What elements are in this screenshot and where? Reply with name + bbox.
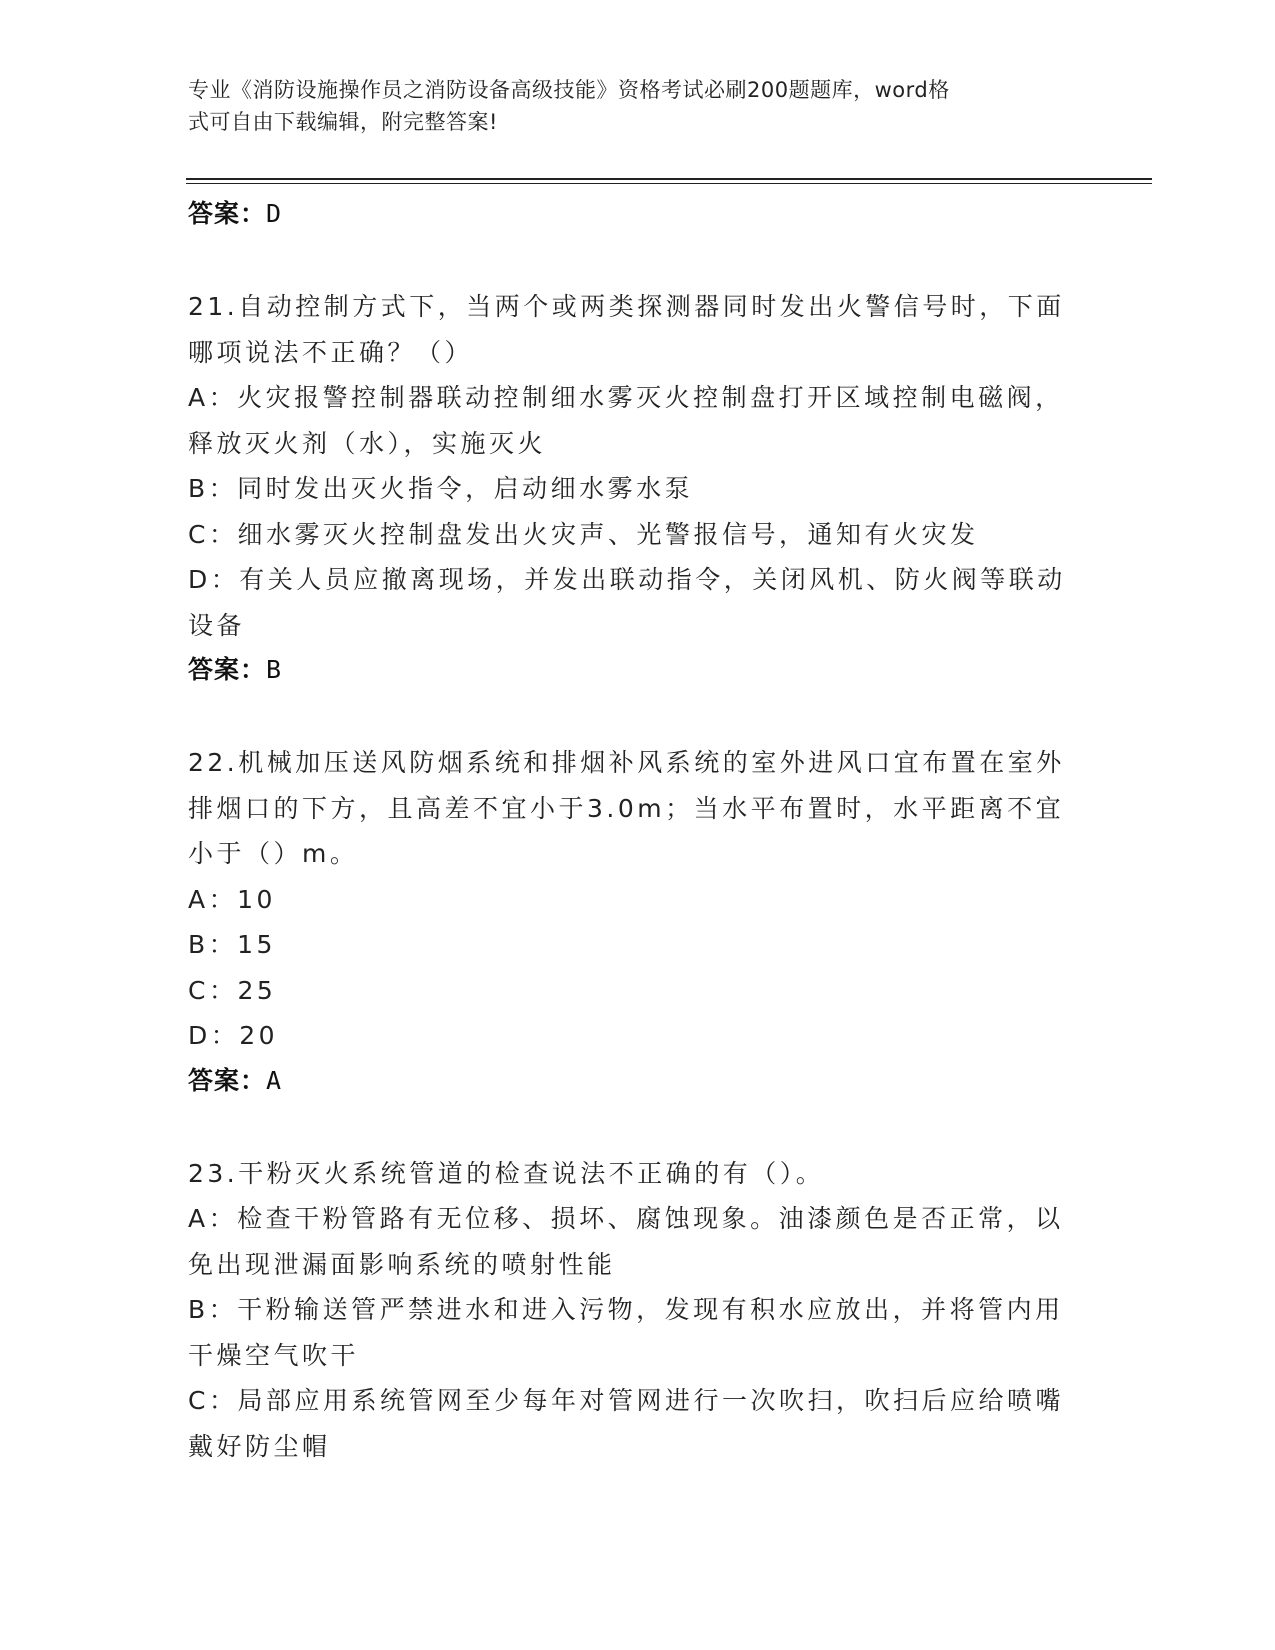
question-22 [188, 740, 1078, 1103]
option-a: A：火灾报警控制器联动控制细水雾灭火控制盘打开区域控制电磁阀， [188, 383, 1064, 412]
document-body [188, 192, 1078, 1469]
answer-label: 答案： [188, 655, 267, 684]
option-c: C：25 [188, 975, 277, 1005]
option-a-cont: 免出现泄漏面影响系统的喷射性能 [188, 1249, 616, 1279]
option-a: A：10 [188, 884, 276, 914]
answer-value: D [266, 199, 283, 228]
answer-label: 答案： [188, 1065, 267, 1095]
question-stem-line: 排烟口的下方，且高差不宜小于3.0m；当水平布置时，水平距离不宜 [188, 793, 1065, 823]
question-stem-line: 21.自动控制方式下，当两个或两类探测器同时发出火警信号时，下面 [188, 292, 1065, 321]
option-c-cont: 戴好防尘帽 [188, 1431, 331, 1461]
header-line-1: 专业《消防设施操作员之消防设备高级技能》资格考试必刷200题题库，word格 [188, 78, 950, 102]
page-header [188, 74, 1068, 138]
question-stem-line: 22.机械加压送风防烟系统和排烟补风系统的室外进风口宜布置在室外 [188, 748, 1065, 777]
answer-value: B [266, 655, 283, 684]
option-d-cont: 设备 [188, 610, 246, 640]
option-b: B：15 [188, 930, 276, 959]
option-b-cont: 干燥空气吹干 [188, 1340, 360, 1370]
header-divider [186, 178, 1152, 184]
answer-value: A [266, 1065, 283, 1095]
question-21 [188, 284, 1078, 692]
option-d: D：有关人员应撤离现场，并发出联动指令，关闭风机、防火阀等联动 [188, 565, 1066, 594]
answer-line [188, 648, 1078, 692]
option-b: B：同时发出灭火指令，启动细水雾水泵 [188, 474, 694, 503]
spacer [188, 236, 1078, 284]
header-line-2: 式可自由下载编辑，附完整答案! [188, 110, 498, 134]
question-stem-line: 小于（）m。 [188, 839, 359, 868]
option-d: D：20 [188, 1021, 279, 1050]
option-a: A：检查干粉管路有无位移、损坏、腐蚀现象。油漆颜色是否正常，以 [188, 1204, 1064, 1233]
spacer [188, 1103, 1078, 1151]
question-stem-line: 23.干粉灭火系统管道的检查说法不正确的有（）。 [188, 1158, 825, 1188]
option-c: C：细水雾灭火控制盘发出火灾声、光警报信号，通知有火灾发 [188, 519, 979, 549]
answer-line [188, 1059, 1078, 1103]
answer-line-prev [188, 192, 1078, 236]
option-c: C：局部应用系统管网至少每年对管网进行一次吹扫，吹扫后应给喷嘴 [188, 1386, 1064, 1415]
answer-label: 答案： [188, 199, 267, 228]
question-23 [188, 1151, 1078, 1470]
question-stem-line: 哪项说法不正确？（） [188, 337, 474, 367]
spacer [188, 692, 1078, 740]
option-b: B：干粉输送管严禁进水和进入污物，发现有积水应放出，并将管内用 [188, 1295, 1064, 1324]
option-a-cont: 释放灭火剂（水），实施灭火 [188, 428, 547, 458]
